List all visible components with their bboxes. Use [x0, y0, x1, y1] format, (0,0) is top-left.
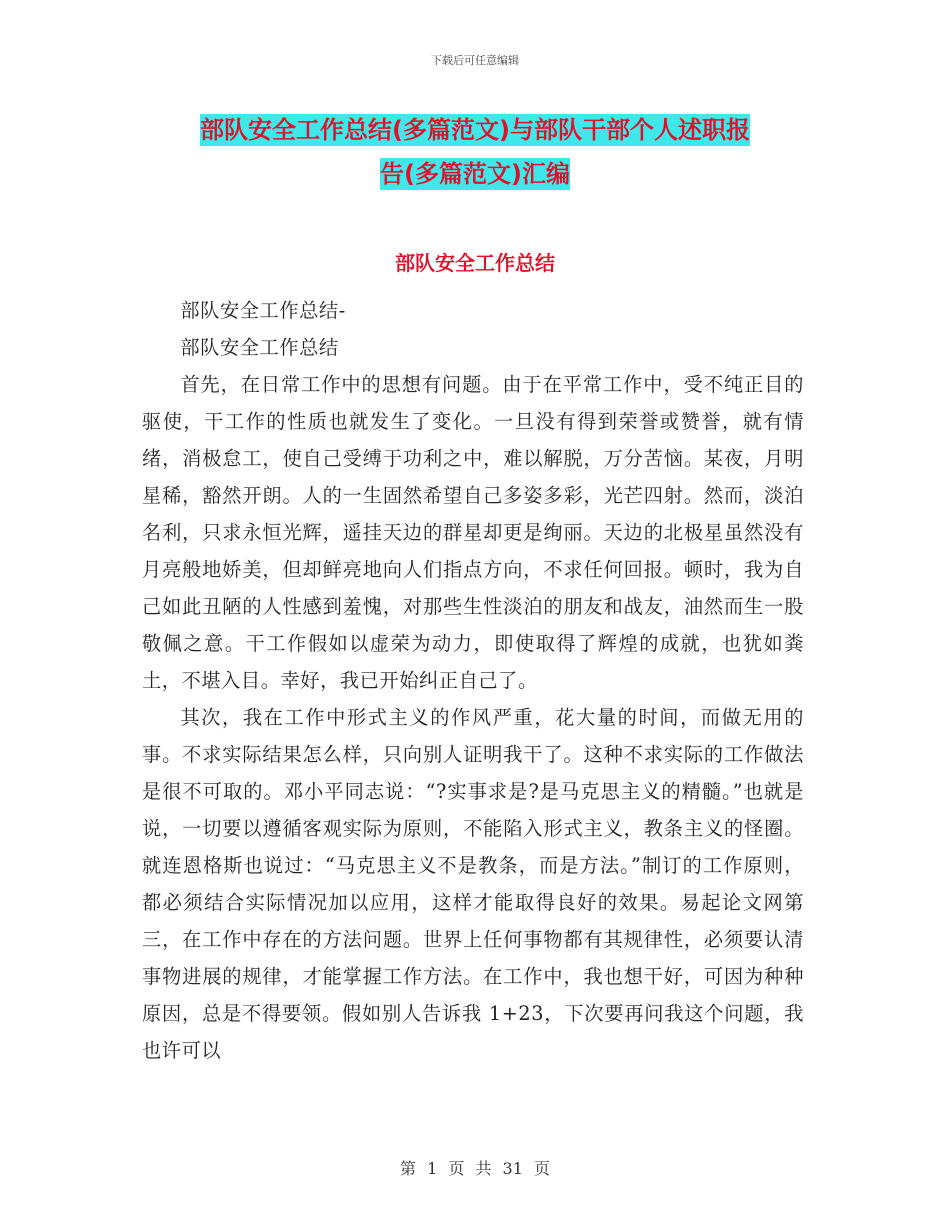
paragraph-subtitle-1: 部队安全工作总结- [180, 299, 346, 322]
document-body [142, 292, 804, 1069]
document-title-line-2: 告(多篇范文)汇编 [380, 160, 570, 188]
paragraph-first: 首先，在日常工作中的思想有问题。由于在平常工作中，受不纯正目的驱使，干工作的性质也就发生了变化。一旦没有得到荣誉或赞誉，就有情绪，消极怠工，使自己受缚于功利之中，难以解脱，万分苦恼。某夜，月明星稀，豁然开朗。人的一生固然希望自己多姿多彩，光芒四射。然而，淡泊名利，只求永恒光辉，遥挂天边的群星却更是绚丽。天边的北极星虽然没有月亮般地娇美，但却鲜亮地向人们指点方向，不求任何回报。顿时，我为自己如此丑陋的人性感到羞愧，对那些生性淡泊的朋友和战友，油然而生一股敬佩之意。干工作假如以虚荣为动力，即使取得了辉煌的成就，也犹如粪土，不堪入目。幸好，我已开始纠正自己了。 [142, 373, 804, 692]
paragraph-second: 其次，我在工作中形式主义的作风严重，花大量的时间，而做无用的事。不求实际结果怎么样，只向别人证明我干了。这种不求实际的工作做法是很不可取的。邓小平同志说：“?实事求是?是马克思主义的精髓。”也就是说，一切要以遵循客观实际为原则，不能陷入形式主义，教条主义的怪圈。就连恩格斯也说过：“马克思主义不是教条，而是方法。”制订的工作原则，都必须结合实际情况加以应用，这样才能取得良好的效果。易起论文网第三，在工作中存在的方法问题。世界上任何事物都有其规律性，必须要认清事物进展的规律，才能掌握工作方法。在工作中，我也想干好，可因为种种原因，总是不得要领。假如别人告诉我 1+23，下次要再问我这个问题，我也许可以 [142, 706, 804, 1062]
document-title [150, 108, 800, 196]
header-note: 下载后可任意编辑 [431, 54, 519, 67]
page-footer: 第 1 页 共 31 页 [400, 1159, 550, 1178]
section-title: 部队安全工作总结 [395, 251, 555, 275]
paragraph-subtitle-2: 部队安全工作总结 [180, 336, 339, 359]
document-title-line-1: 部队安全工作总结(多篇范文)与部队干部个人述职报 [200, 116, 750, 144]
